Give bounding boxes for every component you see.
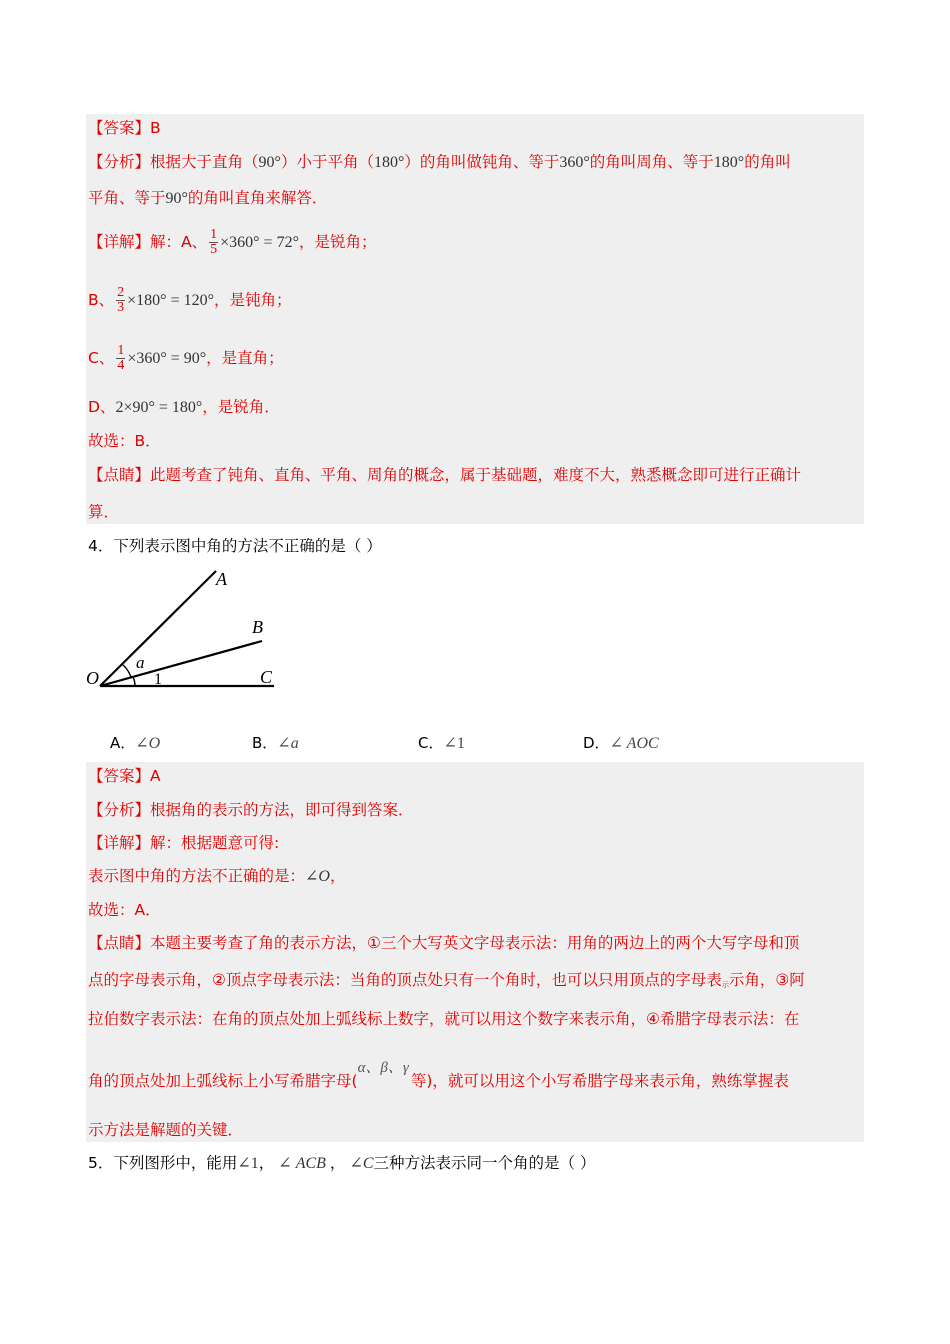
q3-point-text: 此题考查了钝角、直角、平角、周角的概念，属于基础题，难度不大，熟悉概念即可进行正确计 xyxy=(150,466,802,484)
q4-point-line3: 拉伯数字表示法：在角的顶点处加上弧线标上数字，就可以用这个数字来表示角，④希腊字母表示法：在 xyxy=(88,1010,800,1028)
option-math: ∠ AOC xyxy=(609,735,659,752)
fraction-numerator: 2 xyxy=(117,285,125,300)
q4-point-text: 角的顶点处加上弧线标上小写希腊字母( xyxy=(88,1072,358,1090)
q4-detail-text: 解：根据题意可得: xyxy=(150,834,280,852)
math-angle-1: ∠1 xyxy=(237,1155,259,1172)
math-angle-c: ∠C xyxy=(349,1155,374,1172)
q4-choose: 故选：A． xyxy=(88,901,161,919)
q4-point-small: 示 xyxy=(721,981,729,989)
punct: ， xyxy=(258,1154,275,1172)
option-letter: C． xyxy=(418,734,444,752)
math-expression: 2×90° = 180° xyxy=(115,399,203,416)
q3-answer-value: B xyxy=(150,119,161,137)
q4-detail-line2 xyxy=(88,866,346,887)
ray-ob xyxy=(100,641,262,686)
q3-analysis-text: 的角叫周角、等于 xyxy=(589,153,714,171)
q3-analysis-tag: 【分析】 xyxy=(88,153,151,171)
math-90: 90° xyxy=(165,190,188,207)
math-360: 360° xyxy=(559,154,590,171)
q3-analysis-line2 xyxy=(88,188,327,209)
q3-detail-a xyxy=(88,224,376,261)
option-letter: D． xyxy=(583,734,610,752)
q3-point-tag: 【点睛】 xyxy=(88,466,151,484)
q3-analysis-text: ）的角叫做钝角、等于 xyxy=(404,153,560,171)
q4-point-line2 xyxy=(88,970,805,995)
math-angle-acb: ∠ ACB xyxy=(278,1155,326,1172)
q4-point-text: 等)，就可以用这个小写希腊字母来表示角，熟练掌握表 xyxy=(410,1072,789,1090)
q3-answer-line xyxy=(88,118,161,138)
q3-answer-tag: 【答案】 xyxy=(88,119,151,137)
q5-question xyxy=(88,1153,595,1174)
q4-point-line5: 示方法是解题的关键． xyxy=(88,1121,244,1139)
label-one: 1 xyxy=(154,671,162,688)
q5-question-text: 三种方法表示同一个角的是（ ） xyxy=(373,1154,596,1172)
q3-analysis-text: 的角叫 xyxy=(744,153,791,171)
option-suffix: ，是钝角； xyxy=(213,291,292,309)
q3-detail-d xyxy=(88,397,280,418)
math-180: 180° xyxy=(373,154,405,171)
q4-analysis-text: 根据角的表示的方法，即可得到答案． xyxy=(150,801,414,819)
fraction xyxy=(116,286,125,315)
fraction-denominator: 5 xyxy=(210,242,218,257)
fraction xyxy=(116,344,125,373)
q4-point-tag: 【点睛】 xyxy=(88,934,151,952)
option-a-prefix: 解：A、 xyxy=(150,233,208,251)
q4-answer-line xyxy=(88,766,161,786)
q3-answer-box xyxy=(86,114,864,524)
math-angle-o: ∠O xyxy=(305,868,330,885)
q3-detail-tag: 【详解】 xyxy=(88,233,151,251)
q4-point-text: 示角，③阿 xyxy=(728,971,805,989)
q4-answer-value: A xyxy=(150,767,161,785)
q4-detail-tag: 【详解】 xyxy=(88,834,151,852)
option-suffix: ，是锐角． xyxy=(202,398,280,416)
option-letter: A． xyxy=(110,734,136,752)
q4-detail-text: 表示图中角的方法不正确的是： xyxy=(88,867,306,885)
punct: ， xyxy=(329,1154,346,1172)
option-math: ∠1 xyxy=(443,735,465,752)
option-suffix: ，是直角； xyxy=(206,349,284,367)
option-a xyxy=(110,732,160,753)
q4-point-line4 xyxy=(88,1060,789,1092)
option-c xyxy=(418,732,465,753)
fraction-denominator: 4 xyxy=(117,358,125,373)
q3-point-line2: 算． xyxy=(88,503,120,521)
option-suffix: ，是锐角； xyxy=(298,233,377,251)
option-d-prefix: D、 xyxy=(88,398,116,416)
option-d xyxy=(583,732,659,753)
fraction-numerator: 1 xyxy=(117,343,125,358)
q4-question: 4．下列表示图中角的方法不正确的是（ ） xyxy=(88,537,382,555)
label-c: C xyxy=(260,667,273,687)
q3-analysis-line1 xyxy=(88,152,791,173)
q3-analysis-text: 根据大于直角（ xyxy=(150,153,259,171)
label-o: O xyxy=(86,668,99,688)
q3-detail-c xyxy=(88,340,284,377)
q3-analysis-text: ）小于平角（ xyxy=(280,153,374,171)
q4-analysis-line xyxy=(88,800,414,820)
option-b-prefix: B、 xyxy=(88,291,115,309)
q3-analysis-text: 的角叫直角来解答． xyxy=(187,189,328,207)
math-expression: ×360° = 90° xyxy=(127,350,207,367)
arc-alpha xyxy=(122,664,131,677)
math-90: 90° xyxy=(258,154,281,171)
math-180: 180° xyxy=(713,154,745,171)
q4-detail-line xyxy=(88,833,279,853)
q4-answer-tag: 【答案】 xyxy=(88,767,151,785)
punct: ， xyxy=(329,867,346,885)
q3-choose: 故选：B． xyxy=(88,432,161,450)
math-expression: ×360° = 72° xyxy=(220,234,299,251)
q4-analysis-tag: 【分析】 xyxy=(88,801,151,819)
q5-question-text: 5．下列图形中，能用 xyxy=(88,1154,238,1172)
q4-angle-figure xyxy=(86,565,286,695)
q4-point-line1 xyxy=(88,933,799,953)
option-letter: B． xyxy=(252,734,278,752)
arc-one xyxy=(133,677,135,686)
q4-point-text: 本题主要考查了角的表示方法，①三个大写英文字母表示法：用角的两边上的两个大写字母和顶 xyxy=(150,934,800,952)
fraction-denominator: 3 xyxy=(117,300,125,315)
option-b xyxy=(252,732,299,753)
option-c-prefix: C、 xyxy=(88,349,115,367)
option-math: ∠a xyxy=(277,735,299,752)
label-a: A xyxy=(216,569,227,589)
q3-analysis-text: 平角、等于 xyxy=(88,189,166,207)
label-alpha: a xyxy=(136,653,145,672)
math-expression: ×180° = 120° xyxy=(127,292,214,309)
fraction xyxy=(209,228,218,257)
q3-point-line1 xyxy=(88,465,801,485)
fraction-numerator: 1 xyxy=(210,227,218,242)
q4-point-text: 点的字母表示角，②顶点字母表示法：当角的顶点处只有一个角时，也可以只用顶点的字母表 xyxy=(88,971,722,989)
label-b: B xyxy=(252,617,263,637)
option-math: ∠O xyxy=(135,735,161,752)
q3-detail-b xyxy=(88,282,292,319)
greek-letters: α、β、γ xyxy=(357,1060,409,1076)
